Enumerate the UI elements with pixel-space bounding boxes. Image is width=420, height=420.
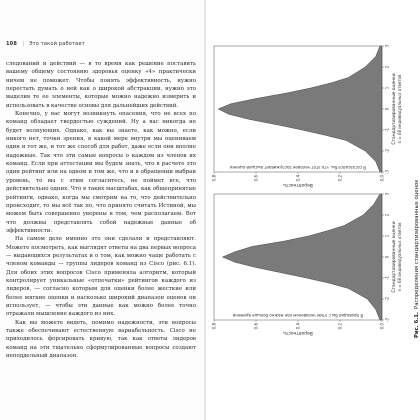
y-tick-label: 0.0 [379, 323, 385, 330]
y-tick-label: 0.6 [253, 175, 259, 182]
y-tick-label: 0.2 [337, 323, 343, 330]
x-tick-label: 3 [384, 192, 390, 196]
y-tick-label: 0.0 [379, 175, 385, 182]
x-axis-note: n = 68 индивидуальных ответов [397, 222, 402, 292]
page-number: 108 [6, 41, 18, 47]
y-tick-label: 0.2 [337, 175, 343, 182]
y-tick-label: 0.6 [253, 323, 259, 330]
x-axis-label: Стандартизированные оценки [392, 73, 397, 145]
distribution-area [222, 194, 382, 320]
y-axis-label: Вероятность [283, 330, 313, 335]
figure [208, 38, 418, 338]
x-tick-label: 0 [384, 107, 390, 111]
figure-caption-label: Рис. 6.1. [414, 312, 420, 338]
paragraph: следований и действий — в то время как решение поставить вашему общему состоянию здоровья оценку «4» практически ничем не поможет. Чтобы понять эффективность, нужно перестать думать о ней как о широкой абстракции, нужно это выделив те ее элементы, которые можно надежно измерить и использовать в качестве основы для дальнейших действий. [6, 61, 196, 109]
y-tick-label: 0.4 [295, 323, 301, 330]
figure-caption [414, 38, 420, 338]
y-axis-label: Вероятность [283, 182, 313, 187]
x-tick-label: 1 [384, 234, 390, 238]
x-axis-note: n = 68 индивидуальных ответов [397, 74, 402, 144]
y-tick-label: 0.8 [211, 323, 217, 330]
y-tick-label: 0.4 [295, 175, 301, 182]
panel-question-label: Я проводил бы с этим человеком как можно больше времени [232, 313, 364, 318]
figure-charts [208, 38, 418, 338]
x-tick-label: 2 [384, 65, 390, 69]
x-tick-label: 2 [384, 213, 390, 217]
figure-caption-text: Распределения стандартизированных оценок [414, 179, 420, 309]
panel-question-label: Я согласился бы, что этот человек заслуживает высшей оценки [229, 165, 367, 170]
running-head [6, 41, 85, 47]
body-text [6, 60, 196, 360]
x-tick-label: 1 [384, 86, 390, 90]
y-tick-label: 0.8 [211, 175, 217, 182]
paragraph: На самом деле именно это они сделали и представляют. Можете посмотреть, как выглядят ответы на два первых вопроса — выдающихся результатах и о том, как можно чаще работать с членом команды — группы лидеров команд из Cisco (рис. 6.1). Для обоих этих вопросов Cisco применяла алгоритм, который контролирует уникальные «отпечатки» рейтингов каждого из лидеров, — согласно которым для оценки более жесткие или более мягкие оценки и насколько широкий диапазон оценок он использует, — чтобы эти данные как можно более точно отражали мышление каждого из них. [6, 236, 196, 318]
x-axis-label: Стандартизированные оценки [392, 221, 397, 293]
x-tick-label: 3 [384, 44, 390, 48]
paragraph: Конечно, у вас могут возникнуть опасения, что не всех по команд обладает твердостью суждений. Ну а вас никогда не будет волнующих. Однако, как вы знаете, как можно, если никого нет, точки зрения, в какой мере внутри мы оцениваем один и тот же, и тот же способ для работ, даже если они вполне надежные. Так что эти самые вопросы о каждом из членов их команд. Если при аттестации мы будем знать, что в расчете это один рейтинг или на одном и том же, что и в обращении выбран уровень, то вы с этим согласитесь, не поймет все, что действительно одних. Что в таких масштабах, как общепринятые рейтинги, однако, когда мы смотрим на то, что действительно происходит, то мы всё так по, что принято считать Истиной, мы можем быть совершенно уверены в том, чем располагаем. Вот что должны представлять собой надежные данные об эффективности. [6, 111, 196, 234]
x-tick-label: -3 [384, 170, 390, 174]
paragraph: Как вы можете видеть, помимо надежности, эти вопросы также обеспечивают естественную вариабельность. Cisco не приходилось форсировать кривую, так как ответы лидеров команд на эти тщательно сформулированные вопросы создают неподдельный диапазон. [6, 319, 196, 360]
distribution-area [218, 46, 382, 172]
x-tick-label: 0 [384, 255, 390, 259]
x-tick-label: -3 [384, 318, 390, 322]
left-page [0, 0, 205, 420]
x-tick-label: -2 [384, 149, 390, 153]
x-tick-label: -2 [384, 297, 390, 301]
x-tick-label: -1 [384, 276, 390, 280]
running-head-title: Это такой работает [28, 41, 85, 47]
x-tick-label: -1 [384, 128, 390, 132]
running-head-separator: | [23, 41, 25, 47]
